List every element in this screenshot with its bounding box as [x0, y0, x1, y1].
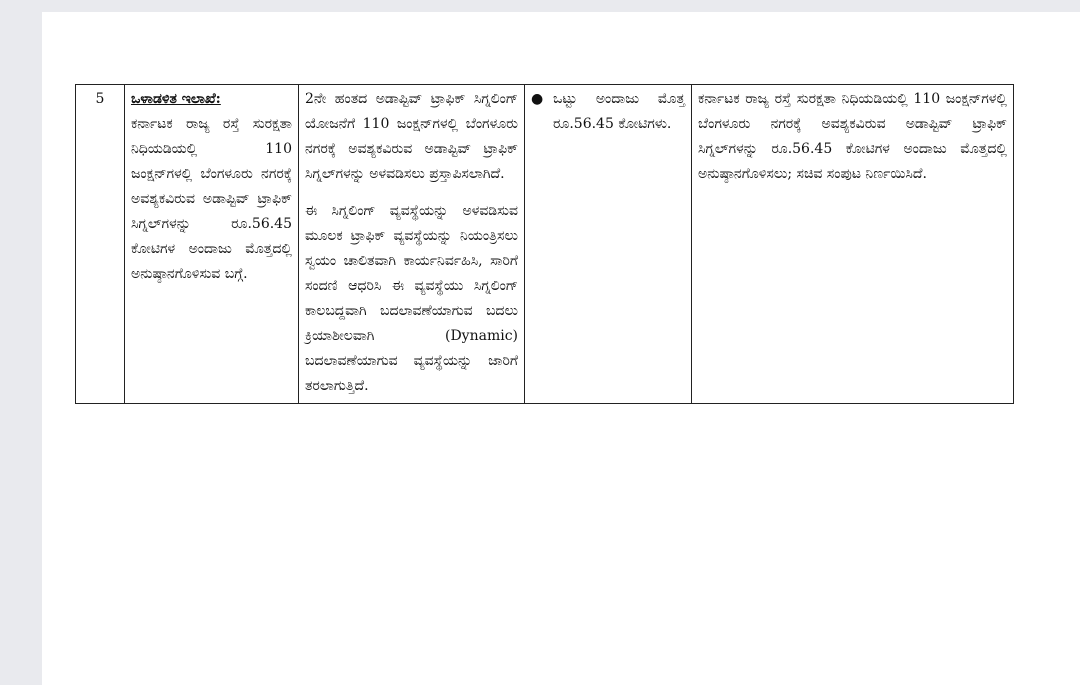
amount-text: ಒಟ್ಟು ಅಂದಾಜು ಮೊತ್ತ ರೂ.56.45 ಕೋಟಿಗಳು.	[553, 91, 685, 132]
subject-cell	[125, 85, 299, 404]
department-heading: ಒಳಾಡಳಿತ ಇಲಾಖೆ:	[131, 91, 221, 107]
bullet-icon: ●	[531, 91, 544, 107]
decision-text: ಕರ್ನಾಟಕ ರಾಜ್ಯ ರಸ್ತೆ ಸುರಕ್ಷತಾ ನಿಧಿಯಡಿಯಲ್ಲಿ 110 ಜಂಕ್ಷನ್‌ಗಳಲ್ಲಿ ಬೆಂಗಳೂರು ನಗರಕ್ಕೆ ಅವಶ್ಯಕವಿರುವ ಅಡಾಪ್ಟಿವ್ ಟ್ರಾಫಿಕ್ ಸಿಗ್ನಲ್‌ಗಳನ್ನು ರೂ.56.45 ಕೋಟಿಗಳ ಅಂದಾಜು ಮೊತ್ತದಲ್ಲಿ ಅನುಷ್ಠಾನಗೊಳಿಸಲು; ಸಚಿವ ಸಂಪುಟ ನಿರ್ಣಯಿಸಿದೆ.	[698, 91, 1007, 182]
amount-bullet-item	[531, 87, 685, 137]
serial-number-cell	[76, 85, 125, 404]
document-page	[42, 12, 1080, 685]
details-cell	[299, 85, 525, 404]
details-paragraph-2: ಈ ಸಿಗ್ನಲಿಂಗ್ ವ್ಯವಸ್ಥೆಯನ್ನು ಅಳವಡಿಸುವ ಮೂಲಕ ಟ್ರಾಫಿಕ್ ವ್ಯವಸ್ಥೆಯನ್ನು ನಿಯಂತ್ರಿಸಲು ಸ್ವಯಂ ಚಾಲಿತವಾಗಿ ಕಾರ್ಯನಿರ್ವಹಿಸಿ, ಸಾರಿಗೆ ಸಂದಣಿ ಆಧರಿಸಿ ಈ ವ್ಯವಸ್ಥೆಯು ಸಿಗ್ನಲಿಂಗ್ ಕಾಲಬದ್ದವಾಗಿ ಬದಲಾವಣೆಯಾಗುವ ಬದಲು ಕ್ರಿಯಾಶೀಲವಾಗಿ (Dynamic) ಬದಲಾವಣೆಯಾಗುವ ವ್ಯವಸ್ಥೆಯನ್ನು ಜಾರಿಗೆ ತರಲಾಗುತ್ತಿದೆ.	[305, 203, 518, 394]
amount-cell	[525, 85, 692, 404]
cabinet-decision-table	[75, 84, 1014, 404]
subject-text: ಕರ್ನಾಟಕ ರಾಜ್ಯ ರಸ್ತೆ ಸುರಕ್ಷತಾ ನಿಧಿಯಡಿಯಲ್ಲಿ 110 ಜಂಕ್ಷನ್‌ಗಳಲ್ಲಿ ಬೆಂಗಳೂರು ನಗರಕ್ಕೆ ಅವಶ್ಯಕವಿರುವ ಅಡಾಪ್ಟಿವ್ ಟ್ರಾಫಿಕ್ ಸಿಗ್ನಲ್‌ಗಳನ್ನು ರೂ.56.45 ಕೋಟಿಗಳ ಅಂದಾಜು ಮೊತ್ತದಲ್ಲಿ ಅನುಷ್ಠಾನಗೊಳಿಸುವ ಬಗ್ಗೆ.	[131, 116, 292, 282]
details-paragraph-1: 2ನೇ ಹಂತದ ಅಡಾಪ್ಟಿವ್ ಟ್ರಾಫಿಕ್ ಸಿಗ್ನಲಿಂಗ್ ಯೋಜನೆಗೆ 110 ಜಂಕ್ಷನ್‌ಗಳಲ್ಲಿ ಬೆಂಗಳೂರು ನಗರಕ್ಕೆ ಅವಶ್ಯಕವಿರುವ ಅಡಾಪ್ಟಿವ್ ಟ್ರಾಫಿಕ್ ಸಿಗ್ನಲ್‌ಗಳನ್ನು ಅಳವಡಿಸಲು ಪ್ರಸ್ತಾಪಿಸಲಾಗಿದೆ.	[305, 91, 518, 182]
serial-number: 5	[95, 91, 105, 107]
table-row	[76, 85, 1014, 404]
decision-cell	[692, 85, 1014, 404]
